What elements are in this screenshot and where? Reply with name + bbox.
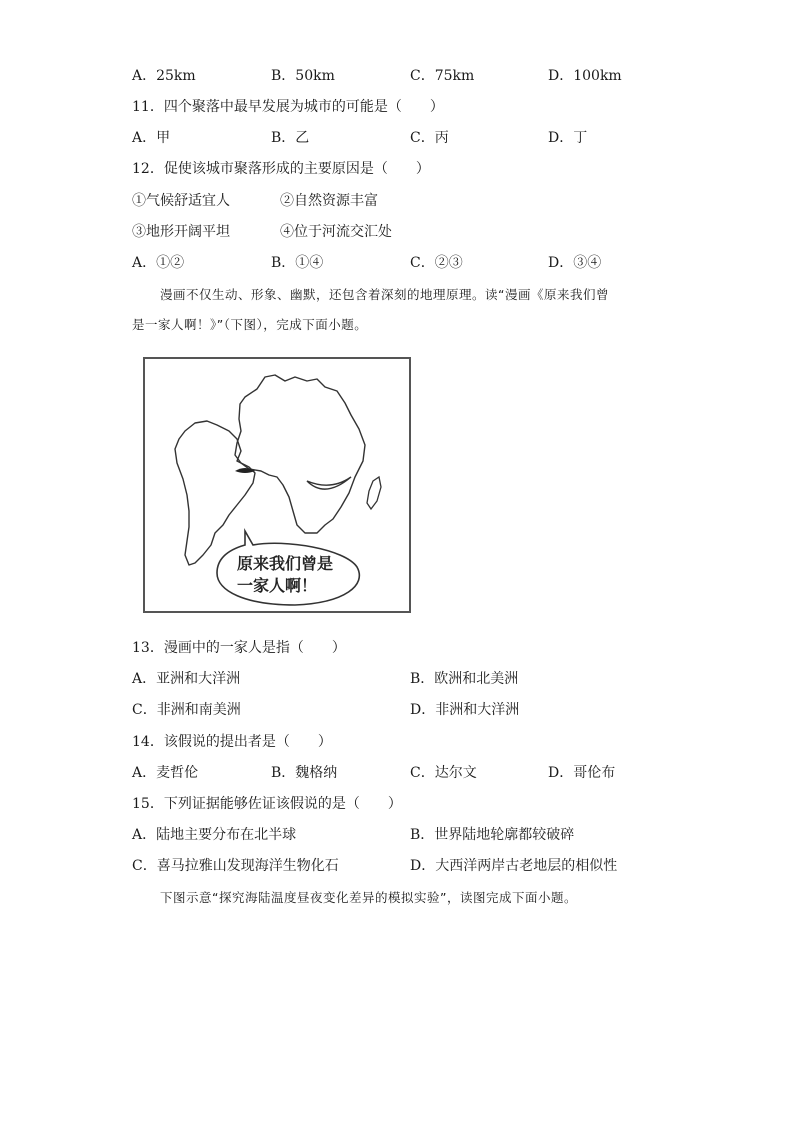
q15-option-c: C．喜马拉雅山发现海洋生物化石	[132, 858, 339, 874]
bubble-text-line1: 原来我们曾是	[237, 554, 334, 573]
next-section-intro: 下图示意“探究海陆温度昼夜变化差异的模拟实验”，读图完成下面小题。	[160, 890, 577, 905]
q15-stem: 15．下列证据能够佐证该假说的是（ ）	[132, 796, 402, 812]
q10-option-c: C．75km	[410, 68, 475, 84]
comic-intro-line1: 漫画不仅生动、形象、幽默，还包含着深刻的地理原理。读“漫画《原来我们曾	[160, 287, 609, 302]
comic-drawing	[145, 359, 409, 611]
q11-option-c: C．丙	[410, 130, 449, 146]
q14-option-c: C．达尔文	[410, 765, 477, 781]
q13-option-a: A．亚洲和大洋洲	[132, 671, 241, 687]
q13-option-d: D．非洲和大洋洲	[410, 702, 520, 718]
q12-item-2: ②自然资源丰富	[280, 193, 378, 209]
q10-option-a: A．25km	[132, 68, 196, 84]
q15-option-d: D．大西洋两岸古老地层的相似性	[410, 858, 618, 874]
continental-drift-comic	[143, 357, 411, 613]
q14-option-d: D．哥伦布	[548, 765, 616, 781]
q15-option-b: B．世界陆地轮廓都较破碎	[410, 827, 575, 843]
q10-option-d: D．100km	[548, 68, 622, 84]
q12-option-d: D．③④	[548, 255, 602, 271]
comic-intro-line2: 是一家人啊！》”（下图），完成下面小题。	[132, 317, 368, 332]
q11-stem: 11．四个聚落中最早发展为城市的可能是（ ）	[132, 99, 444, 115]
q12-item-3: ③地形开阔平坦	[132, 224, 230, 240]
q12-item-1: ①气候舒适宜人	[132, 193, 230, 209]
q10-option-b: B．50km	[271, 68, 335, 84]
madagascar-outline	[367, 477, 381, 509]
q11-option-d: D．丁	[548, 130, 588, 146]
south-america-outline	[175, 421, 255, 565]
q14-option-a: A．麦哲伦	[132, 765, 199, 781]
africa-smile	[307, 477, 351, 489]
q11-option-a: A．甲	[132, 130, 171, 146]
q13-stem: 13．漫画中的一家人是指（ ）	[132, 640, 346, 656]
q14-stem: 14．该假说的提出者是（ ）	[132, 734, 332, 750]
q13-option-b: B．欧洲和北美洲	[410, 671, 519, 687]
q12-option-a: A．①②	[132, 255, 185, 271]
q12-item-4: ④位于河流交汇处	[280, 224, 392, 240]
q13-option-c: C．非洲和南美洲	[132, 702, 241, 718]
q12-option-c: C．②③	[410, 255, 463, 271]
q12-option-b: B．①④	[271, 255, 324, 271]
africa-outline	[235, 375, 365, 533]
q15-option-a: A．陆地主要分布在北半球	[132, 827, 297, 843]
q14-option-b: B．魏格纳	[271, 765, 338, 781]
bubble-text-line2: 一家人啊！	[237, 576, 318, 595]
q11-option-b: B．乙	[271, 130, 310, 146]
q12-stem: 12．促使该城市聚落形成的主要原因是（ ）	[132, 161, 430, 177]
south-america-eye	[235, 468, 255, 473]
